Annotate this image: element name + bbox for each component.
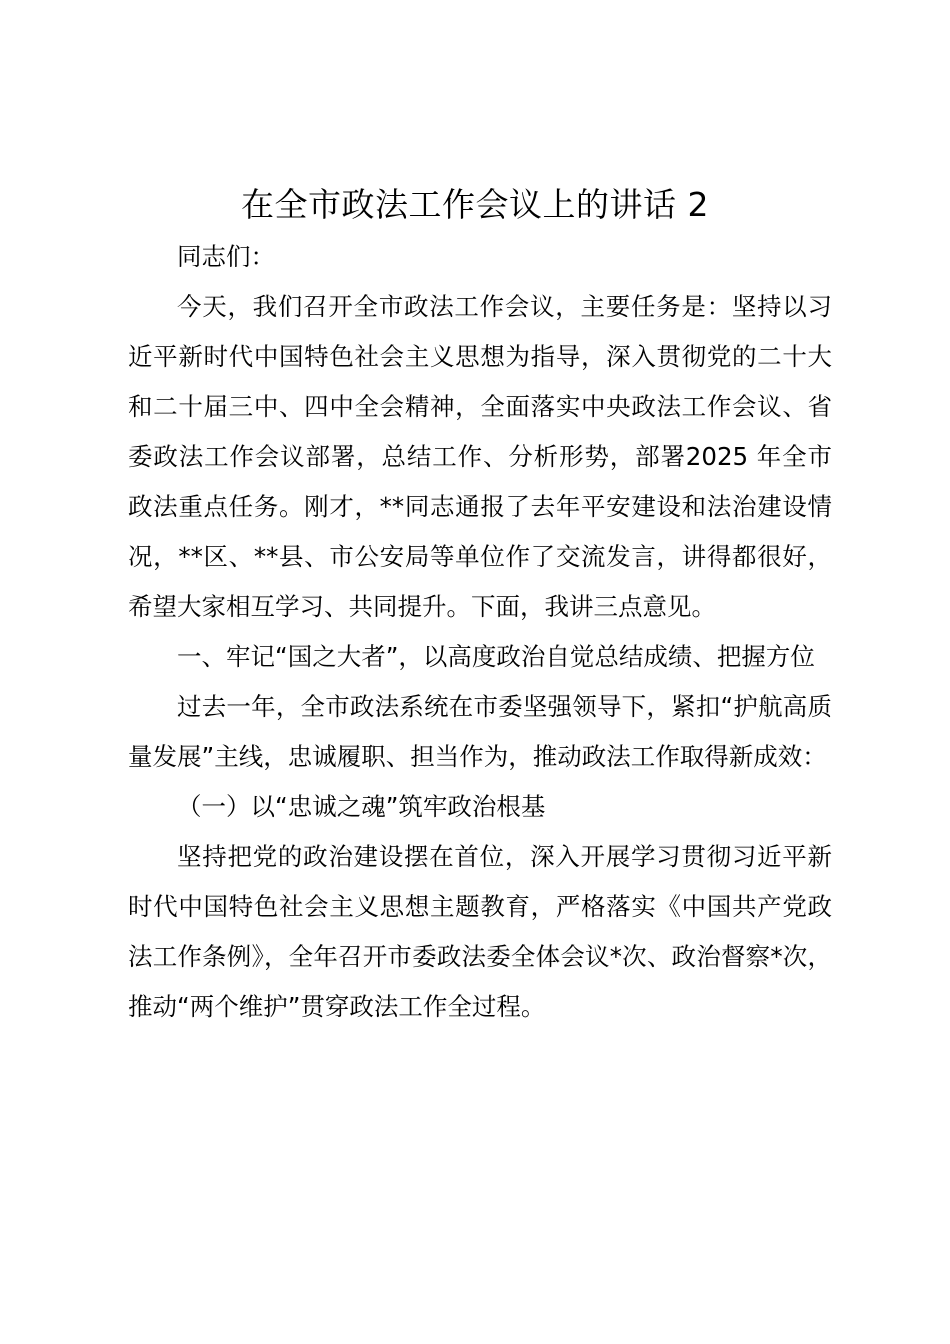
document-title: 在全市政法工作会议上的讲话 2 bbox=[241, 185, 709, 224]
section-paragraph: 过去一年，全市政法系统在市委坚强领导下，紧扣“护航高质量发展”主线，忠诚履职、担当作为，推动政法工作取得新成效： bbox=[128, 692, 832, 771]
intro-paragraph: 今天，我们召开全市政法工作会议，主要任务是：坚持以习近平新时代中国特色社会主义思想为指导，深入贯彻党的二十大和二十届三中、四中全会精神，全面落实中央政法工作会议、省委政法工作会议部署，总结工作、分析形势，部署2025 年全市政法重点任务。刚才，**同志通报了去年平安建设和法治建设情况，**区、**县、市公安局等单位作了交流发言，讲得都很好，希望大家相互学习、共同提升。下面，我讲三点意见。 bbox=[128, 292, 832, 621]
subsection-paragraph: 坚持把党的政治建设摆在首位，深入开展学习贯彻习近平新时代中国特色社会主义思想主题教育，严格落实《中国共产党政法工作条例》，全年召开市委政法委全体会议*次、政治督察*次，推动“两个维护”贯穿政法工作全过程。 bbox=[128, 842, 832, 1021]
subsection-heading-1: （一）以“忠诚之魂”筑牢政治根基 bbox=[177, 792, 546, 821]
salutation: 同志们： bbox=[177, 242, 275, 271]
document-body bbox=[128, 232, 832, 1032]
section-heading-1: 一、牢记“国之大者”，以高度政治自觉总结成绩、把握方位 bbox=[177, 642, 815, 671]
